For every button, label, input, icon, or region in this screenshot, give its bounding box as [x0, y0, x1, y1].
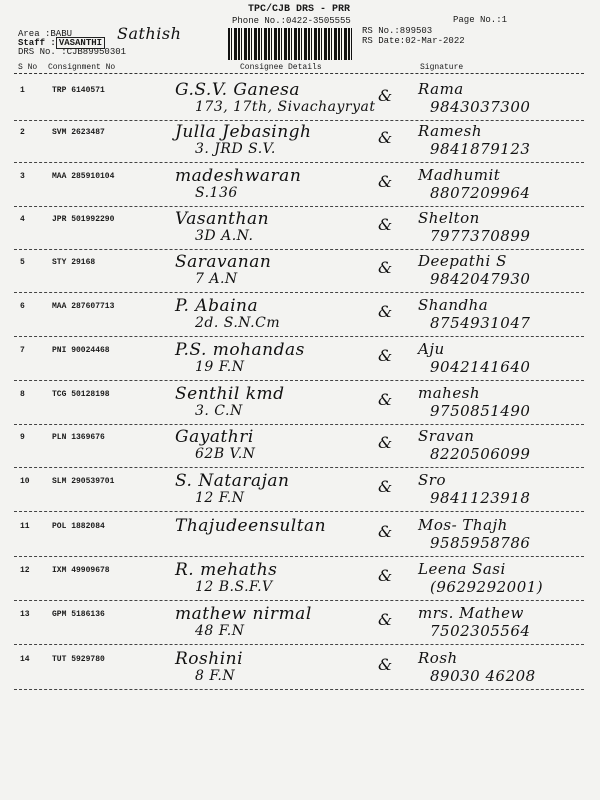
receiver-signature: Leena Sasi — [418, 560, 506, 578]
consignment-number: JPR 501992290 — [52, 215, 115, 224]
receiver-signature: Mos- Thajh — [418, 516, 508, 534]
row-divider — [14, 556, 584, 557]
consignment-number: SVM 2623487 — [52, 128, 105, 137]
page-number: Page No.:1 — [453, 15, 508, 25]
row-sno: 2 — [20, 128, 25, 137]
receiver-signature: mahesh — [418, 384, 481, 402]
row-divider — [14, 249, 584, 250]
receiver-phone: 8220506099 — [430, 445, 531, 463]
ampersand-mark: & — [378, 86, 393, 105]
row-divider — [14, 600, 584, 601]
receiver-signature: Aju — [418, 340, 445, 358]
receiver-signature: mrs. Mathew — [418, 604, 524, 622]
consignment-number: POL 1882084 — [52, 522, 105, 531]
consignee-name: Thajudeensultan — [175, 516, 327, 536]
rs-number: RS No.:899503 — [362, 26, 433, 36]
row-divider — [14, 511, 584, 512]
row-sno: 12 — [20, 566, 30, 575]
consignee-address: 3. JRD S.V. — [195, 141, 276, 157]
consignee-name: S. Natarajan — [175, 471, 290, 491]
consignee-name: Roshini — [175, 649, 244, 669]
row-sno: 9 — [20, 433, 25, 442]
staff-value: VASANTHI — [56, 37, 105, 49]
receiver-phone: 9842047930 — [430, 270, 531, 288]
row-sno: 4 — [20, 215, 25, 224]
consignee-name: Julla Jebasingh — [175, 122, 312, 142]
row-divider — [14, 644, 584, 645]
column-header-signature: Signature — [420, 63, 464, 72]
consignment-number: SLM 290539701 — [52, 477, 115, 486]
receiver-phone: 8807209964 — [430, 184, 531, 202]
receiver-phone: 8754931047 — [430, 314, 531, 332]
barcode — [228, 28, 353, 60]
row-divider — [14, 292, 584, 293]
receiver-signature: Rama — [418, 80, 464, 98]
receiver-phone: 9843037300 — [430, 98, 531, 116]
receiver-signature: Rosh — [418, 649, 458, 667]
receiver-phone: (9629292001) — [430, 578, 544, 596]
receiver-phone: 7502305564 — [430, 622, 531, 640]
row-divider — [14, 689, 584, 690]
consignee-name: R. mehaths — [175, 560, 278, 580]
consignee-name: G.S.V. Ganesa — [175, 80, 301, 100]
row-sno: 8 — [20, 390, 25, 399]
row-divider — [14, 467, 584, 468]
row-sno: 10 — [20, 477, 30, 486]
consignee-name: Saravanan — [175, 252, 272, 272]
consignee-name: P.S. mohandas — [175, 340, 305, 360]
ampersand-mark: & — [378, 655, 393, 674]
row-sno: 6 — [20, 302, 25, 311]
receiver-signature: Madhumit — [418, 166, 501, 184]
sheet-title: TPC/CJB DRS - PRR — [248, 4, 351, 15]
office-phone: Phone No.:0422-3505555 — [232, 16, 351, 26]
ampersand-mark: & — [378, 522, 393, 541]
consignment-number: IXM 49909678 — [52, 566, 110, 575]
column-header-sno: S No — [18, 63, 38, 72]
staff-label: Staff : — [18, 38, 56, 48]
column-header-details: Consignee Details — [240, 63, 322, 72]
consignee-name: Senthil kmd — [175, 384, 285, 404]
consignee-name: Gayathri — [175, 427, 254, 447]
consignment-number: PLN 1369676 — [52, 433, 105, 442]
consignee-address: 12 B.S.F.V — [195, 579, 273, 595]
ampersand-mark: & — [378, 346, 393, 365]
consignment-number: TUT 5929780 — [52, 655, 105, 664]
row-sno: 13 — [20, 610, 30, 619]
receiver-phone: 9841123918 — [430, 489, 531, 507]
rs-date: RS Date:02-Mar-2022 — [362, 36, 465, 46]
consignee-name: Vasanthan — [175, 209, 270, 229]
ampersand-mark: & — [378, 390, 393, 409]
receiver-signature: Shelton — [418, 209, 480, 227]
row-divider — [14, 336, 584, 337]
row-sno: 5 — [20, 258, 25, 267]
consignee-name: mathew nirmal — [175, 604, 312, 624]
ampersand-mark: & — [378, 433, 393, 452]
drs-number: DRS No. :CJB89950301 — [18, 47, 127, 57]
consignment-number: TRP 6140571 — [52, 86, 105, 95]
receiver-phone: 9841879123 — [430, 140, 531, 158]
consignee-address: 12 F.N — [195, 490, 245, 506]
consignment-number: STY 29168 — [52, 258, 96, 267]
receiver-signature: Ramesh — [418, 122, 483, 140]
receiver-signature: Sravan — [418, 427, 475, 445]
receiver-signature: Sro — [418, 471, 446, 489]
row-sno: 3 — [20, 172, 25, 181]
receiver-phone: 9585958786 — [430, 534, 531, 552]
consignee-address: S.136 — [195, 185, 238, 201]
consignee-address: 173, 17th, Sivachayryat — [195, 99, 376, 115]
consignment-number: MAA 287607713 — [52, 302, 115, 311]
ampersand-mark: & — [378, 258, 393, 277]
header-divider — [14, 73, 584, 74]
row-sno: 7 — [20, 346, 25, 355]
row-divider — [14, 206, 584, 207]
staff-handwritten: Sathish — [117, 24, 182, 43]
consignment-number: TCG 50128198 — [52, 390, 110, 399]
receiver-signature: Shandha — [418, 296, 489, 314]
consignment-number: PNI 90024468 — [52, 346, 110, 355]
row-sno: 1 — [20, 86, 25, 95]
consignee-name: madeshwaran — [175, 166, 302, 186]
row-divider — [14, 120, 584, 121]
ampersand-mark: & — [378, 302, 393, 321]
row-sno: 14 — [20, 655, 30, 664]
consignee-address: 3D A.N. — [195, 228, 254, 244]
ampersand-mark: & — [378, 477, 393, 496]
receiver-phone: 7977370899 — [430, 227, 531, 245]
column-header-consignment: Consignment No — [48, 63, 116, 72]
area-label: Area :BABU — [18, 29, 73, 39]
ampersand-mark: & — [378, 128, 393, 147]
row-divider — [14, 424, 584, 425]
consignee-address: 3. C.N — [195, 403, 243, 419]
receiver-phone: 9042141640 — [430, 358, 531, 376]
consignee-address: 48 F.N — [195, 623, 245, 639]
row-divider — [14, 380, 584, 381]
consignment-number: MAA 285910104 — [52, 172, 115, 181]
consignment-number: GPM 5186136 — [52, 610, 105, 619]
ampersand-mark: & — [378, 566, 393, 585]
ampersand-mark: & — [378, 215, 393, 234]
consignee-address: 19 F.N — [195, 359, 245, 375]
row-divider — [14, 162, 584, 163]
consignee-name: P. Abaina — [175, 296, 259, 316]
consignee-address: 7 A.N — [195, 271, 238, 287]
ampersand-mark: & — [378, 172, 393, 191]
consignee-address: 62B V.N — [195, 446, 256, 462]
ampersand-mark: & — [378, 610, 393, 629]
row-sno: 11 — [20, 522, 30, 531]
consignee-address: 8 F.N — [195, 668, 236, 684]
receiver-signature: Deepathi S — [418, 252, 507, 270]
receiver-phone: 9750851490 — [430, 402, 531, 420]
consignee-address: 2d. S.N.Cm — [195, 315, 281, 331]
receiver-phone: 89030 46208 — [430, 667, 536, 685]
